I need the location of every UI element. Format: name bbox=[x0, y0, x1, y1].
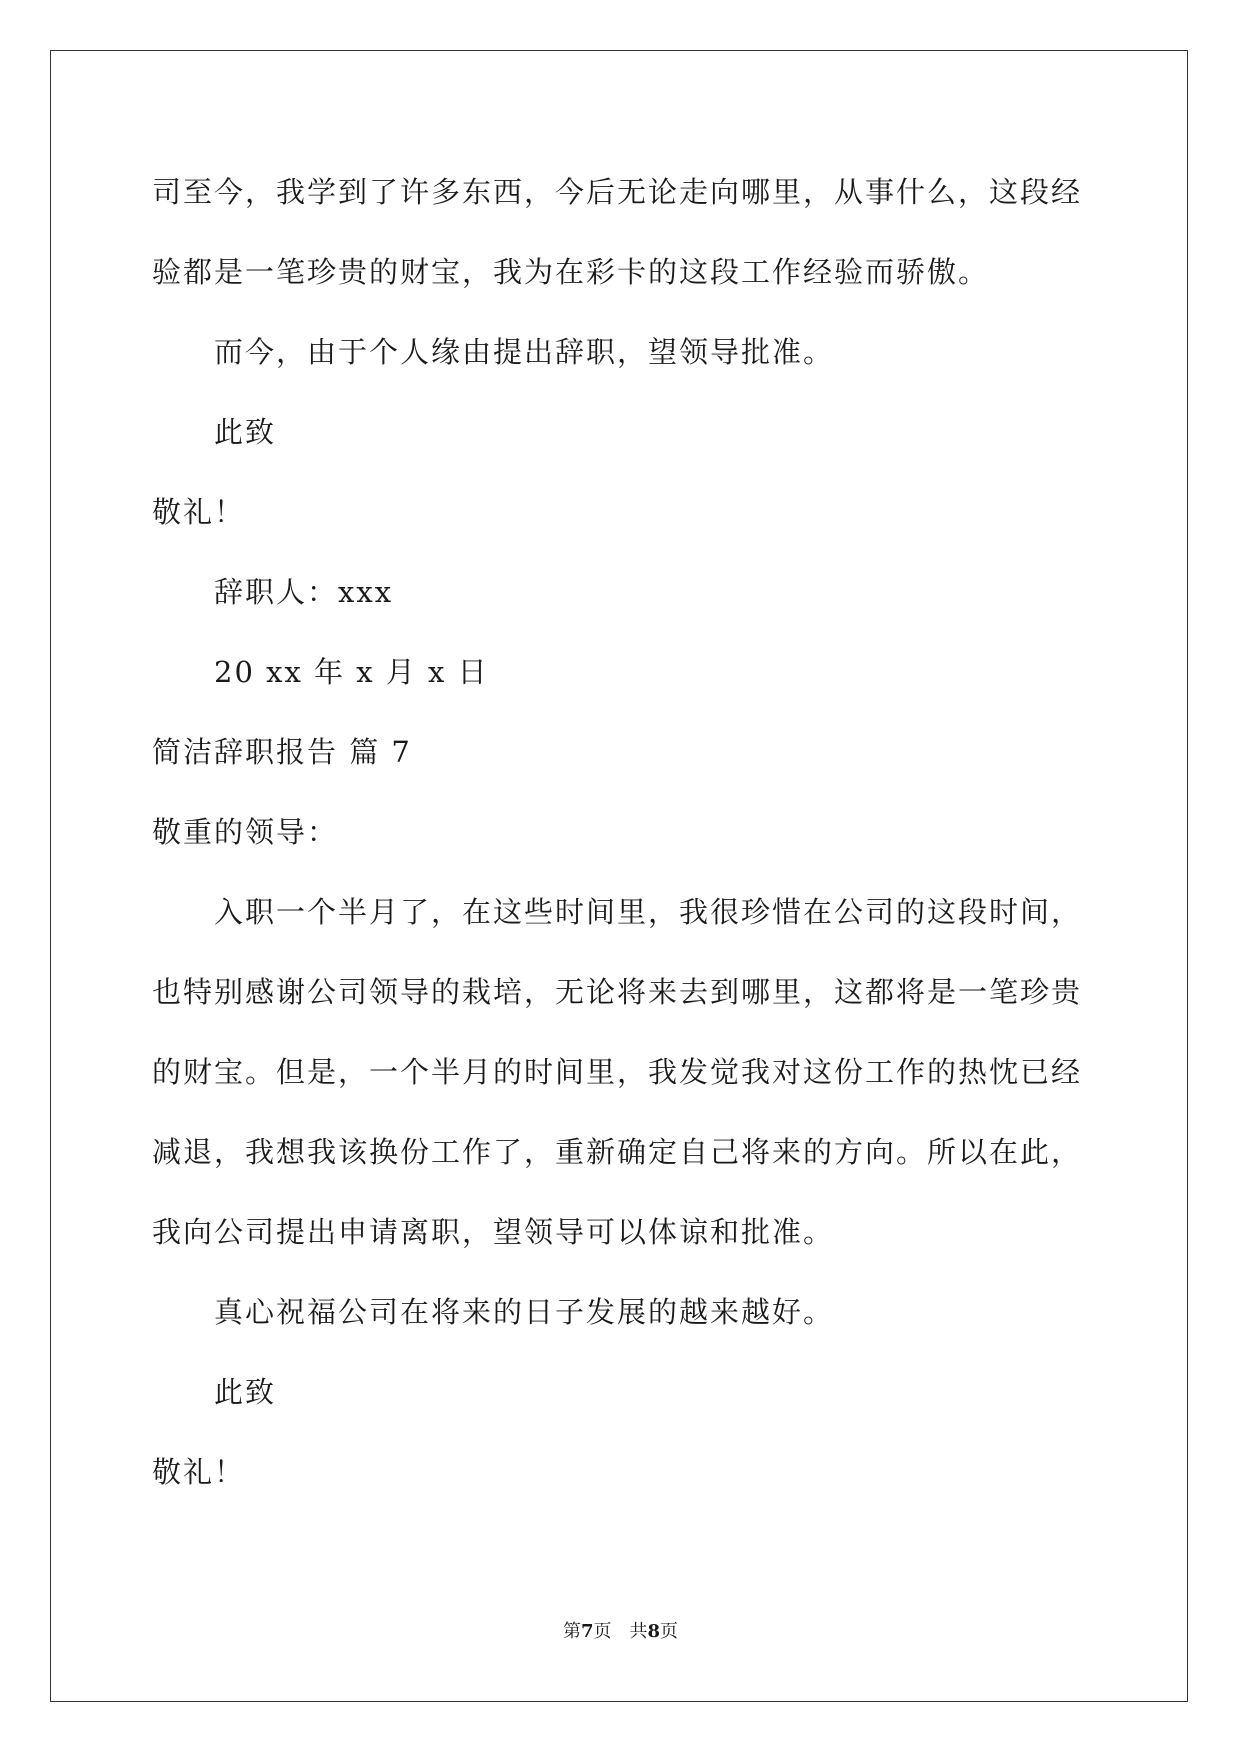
body-line-7: 我向公司提出申请离职，望领导可以体谅和批准。 bbox=[152, 1215, 835, 1249]
section-title: 简洁辞职报告 篇 7 bbox=[152, 735, 412, 769]
signature-date: 20 xx 年 x 月 x 日 bbox=[214, 655, 489, 689]
paragraph-resignation-reason: 而今，由于个人缘由提出辞职，望领导批准。 bbox=[214, 335, 835, 369]
body-line-4: 也特别感谢公司领导的栽培，无论将来去到哪里，这都将是一笔珍贵 bbox=[152, 975, 1083, 1009]
page-current: 7 bbox=[580, 1621, 594, 1642]
body-line-5: 的财宝。但是，一个半月的时间里，我发觉我对这份工作的热忱已经 bbox=[152, 1055, 1083, 1089]
total-prefix: 共 bbox=[629, 1621, 648, 1642]
greeting: 敬重的领导： bbox=[152, 815, 339, 849]
closing-regards-2: 敬礼！ bbox=[152, 1455, 246, 1489]
well-wishes: 真心祝福公司在将来的日子发展的越来越好。 bbox=[214, 1295, 835, 1329]
closing-salutation-2: 此致 bbox=[214, 1375, 277, 1409]
page-footer bbox=[0, 1620, 1241, 1644]
signature-name: 辞职人：xxx bbox=[214, 575, 394, 609]
body-line-3: 入职一个半月了，在这些时间里，我很珍惜在公司的这段时间， bbox=[214, 895, 1083, 929]
closing-regards: 敬礼！ bbox=[152, 495, 246, 529]
body-line-2: 验都是一笔珍贵的财宝，我为在彩卡的这段工作经验而骄傲。 bbox=[152, 255, 990, 289]
page-suffix: 页 bbox=[593, 1621, 612, 1642]
page-total: 8 bbox=[647, 1621, 661, 1642]
page-prefix: 第 bbox=[562, 1621, 581, 1642]
closing-salutation: 此致 bbox=[214, 415, 277, 449]
body-line-6: 减退，我想我该换份工作了，重新确定自己将来的方向。所以在此， bbox=[152, 1135, 1083, 1169]
total-suffix: 页 bbox=[660, 1621, 679, 1642]
body-line-1: 司至今，我学到了许多东西，今后无论走向哪里，从事什么，这段经 bbox=[152, 175, 1083, 209]
